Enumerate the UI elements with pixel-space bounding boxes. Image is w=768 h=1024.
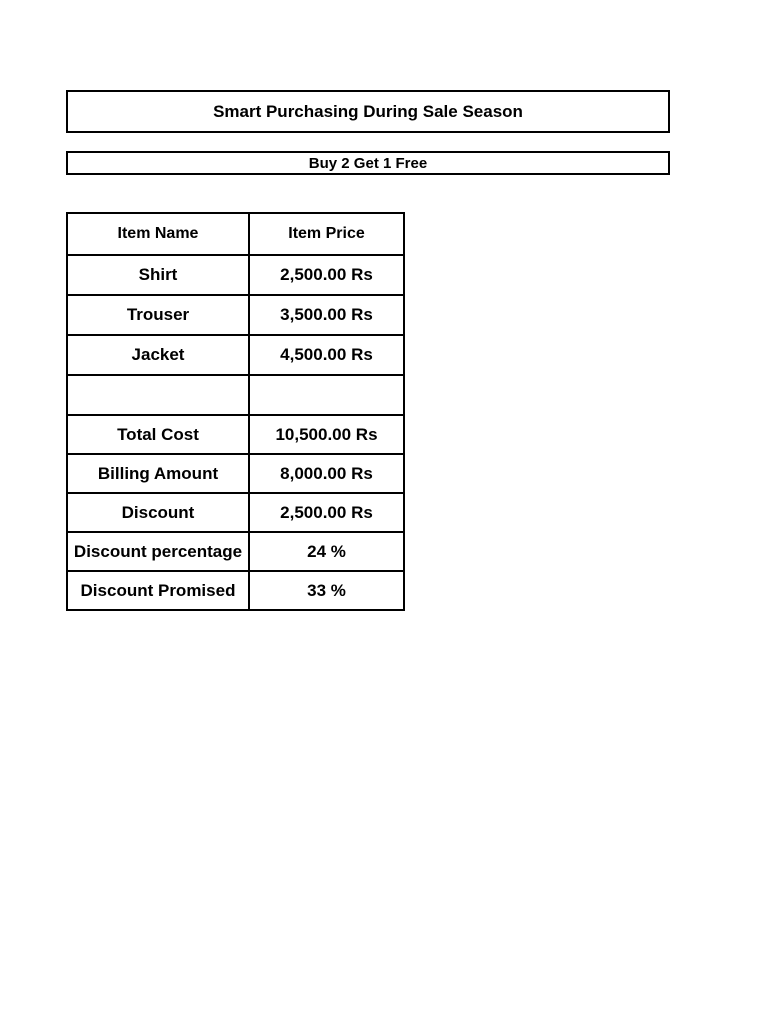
summary-row-discount-percentage (67, 532, 404, 571)
summary-value-cell: 2,500.00 Rs (249, 493, 404, 532)
blank-cell (249, 375, 404, 415)
blank-cell (67, 375, 249, 415)
table-row (67, 255, 404, 295)
item-name-cell: Jacket (67, 335, 249, 375)
summary-label-cell: Total Cost (67, 415, 249, 454)
item-price-cell: 2,500.00 Rs (249, 255, 404, 295)
blank-row (67, 375, 404, 415)
sheet-subtitle: Buy 2 Get 1 Free (66, 151, 670, 175)
summary-label-cell: Discount percentage (67, 532, 249, 571)
summary-row-discount-promised (67, 571, 404, 610)
summary-label-cell: Discount (67, 493, 249, 532)
item-price-cell: 4,500.00 Rs (249, 335, 404, 375)
summary-label-cell: Discount Promised (67, 571, 249, 610)
header-item-price: Item Price (249, 213, 404, 255)
table-header-row (67, 213, 404, 255)
summary-value-cell: 8,000.00 Rs (249, 454, 404, 493)
summary-row-billing-amount (67, 454, 404, 493)
item-name-cell: Trouser (67, 295, 249, 335)
price-table (66, 212, 405, 611)
table-row (67, 335, 404, 375)
summary-row-discount (67, 493, 404, 532)
summary-row-total-cost (67, 415, 404, 454)
summary-label-cell: Billing Amount (67, 454, 249, 493)
item-price-cell: 3,500.00 Rs (249, 295, 404, 335)
table-row (67, 295, 404, 335)
item-name-cell: Shirt (67, 255, 249, 295)
summary-value-cell: 33 % (249, 571, 404, 610)
sheet-title: Smart Purchasing During Sale Season (66, 90, 670, 133)
summary-value-cell: 10,500.00 Rs (249, 415, 404, 454)
header-item-name: Item Name (67, 213, 249, 255)
summary-value-cell: 24 % (249, 532, 404, 571)
